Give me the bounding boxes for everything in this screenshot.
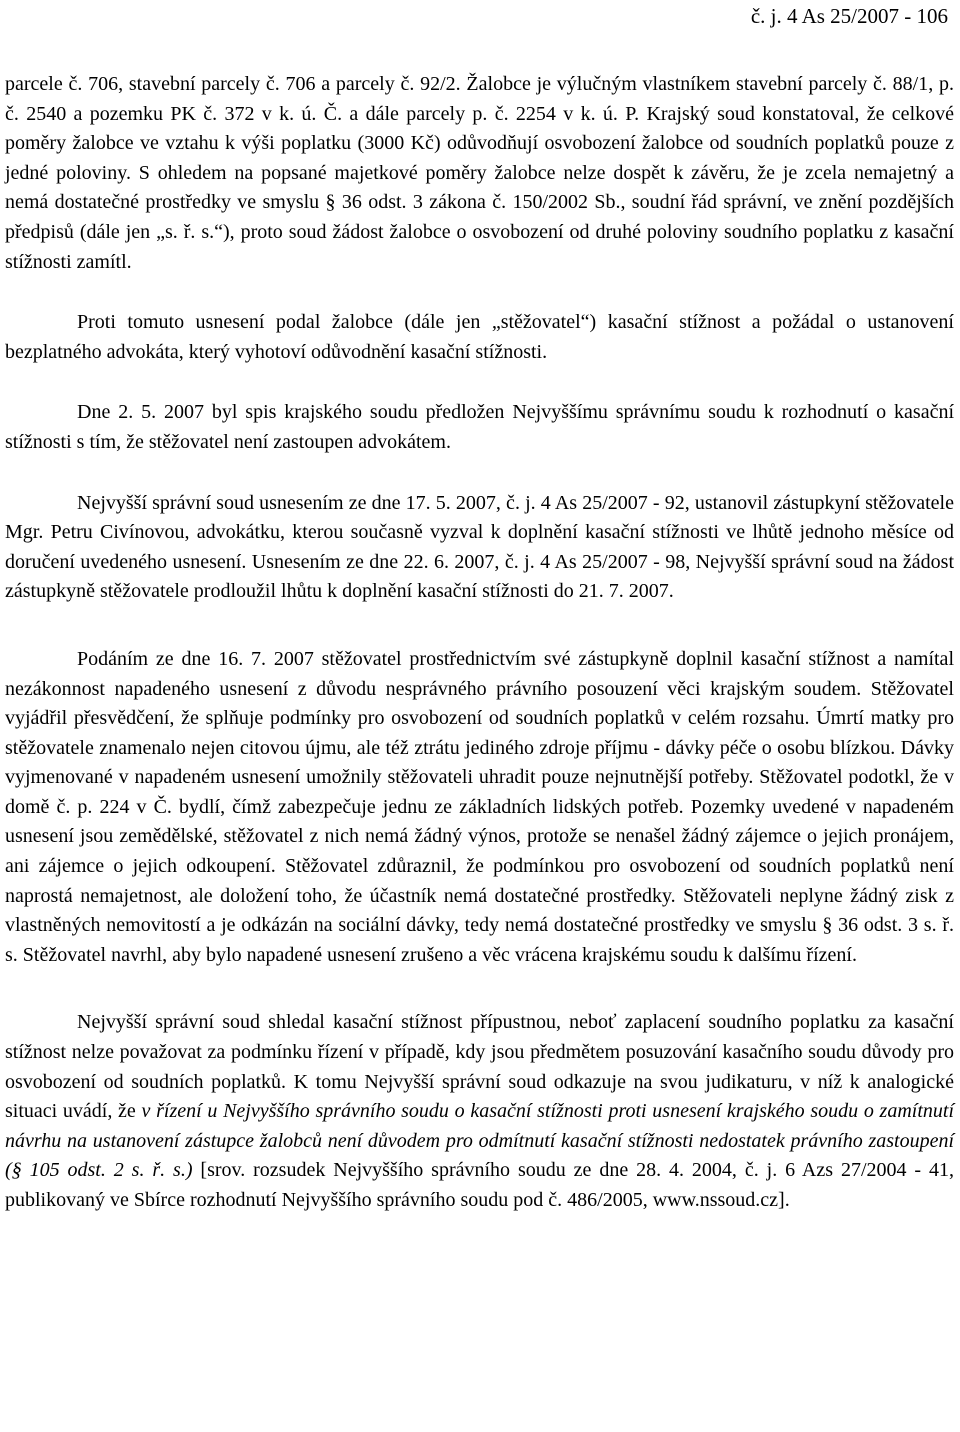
document-body bbox=[5, 70, 954, 1216]
paragraph-attorney-appointed: Nejvyšší správní soud usnesením ze dne 17. 5. 2007, č. j. 4 As 25/2007 - 92, ustanovil zástupkyní stěžovatele Mgr. Petru Civínovou, advokátku, kterou současně vyzval k doplnění kasační stížnosti ve lhůtě jednoho měsíce od doručení uvedeného usnesení. Usnesením ze dne 22. 6. 2007, č. j. 4 As 25/2007 - 98, Nejvyšší správní soud na žádost zástupkyně stěžovatele prodloužil lhůtu k doplnění kasační stížnosti do 21. 7. 2007. bbox=[5, 491, 954, 603]
case-reference-header: č. j. 4 As 25/2007 - 106 bbox=[750, 4, 948, 28]
paragraph-file-submitted: Dne 2. 5. 2007 byl spis krajského soudu předložen Nejvyššímu správnímu soudu k rozhodnutí o kasační stížnosti s tím, že stěžovatel není zastoupen advokátem. bbox=[5, 401, 954, 453]
paragraph-cassation-complaint: Proti tomuto usnesení podal žalobce (dále jen „stěžovatel“) kasační stížnost a požádal o ustanovení bezplatného advokáta, který vyhotoví odůvodnění kasační stížnosti. bbox=[5, 311, 954, 363]
assessment-quoted-judgment: v řízení u Nejvyššího správního soudu o kasační stížnosti proti usnesení krajského soudu o zamítnutí návrhu na ustanovení zástupce žalobců není důvodem pro odmítnutí kasační stížnosti nedostatek právního zastoupení (§ 105 odst. 2 s. ř. s.) bbox=[5, 1100, 954, 1182]
paragraph-complaint-supplement: Podáním ze dne 16. 7. 2007 stěžovatel prostřednictvím své zástupkyně doplnil kasační stížnost a namítal nezákonnost napadeného usnesení z důvodu nesprávného právního posouzení věci krajským soudem. Stěžovatel vyjádřil přesvědčení, že splňuje podmínky pro osvobození od soudních poplatků v celém rozsahu. Úmrtí matky pro stěžovatele znamenalo nejen citovou újmu, ale též ztrátu jediného zdroje příjmu - dávky péče o osobu blízkou. Dávky vyjmenované v napadeném usnesení umožnily stěžovateli uhradit pouze nejnutnější potřeby. Stěžovatel podotkl, že v domě č. p. 224 v Č. bydlí, čímž zabezpečuje jednu ze základních lidských potřeb. Pozemky uvedené v napadeném usnesení jsou zemědělské, stěžovatel z nich nemá žádný výnos, protože se nenašel žádný zájemce o jejich pronájem, ani zájemce o jejich odkoupení. Stěžovatel zdůraznil, že podmínkou pro osvobození od soudních poplatků není naprostá nemajetnost, ale doložení toho, že účastník nemá dostatečné prostředky. Stěžovateli neplyne žádný zisk z vlastněných nemovitostí a je odkázán na sociální dávky, tedy nemá dostatečné prostředky ve smyslu § 36 odst. 3 s. ř. s. Stěžovatel navrhl, aby bylo napadené usnesení zrušeno a věc vrácena krajskému soudu k dalšímu řízení. bbox=[5, 647, 954, 966]
assessment-text-start: Nejvyšší správní soud shledal kasační stížnost přípustnou, neboť zaplacení soudního poplatku za kasační stížnost nelze považovat za podmínku řízení v případě, kdy jsou předmětem posuzování kasačního soudu důvody pro osvobození od soudních poplatků. K tomu Nejvyšší správní soud odkazuje na svou judikaturu, v níž k analogické situaci uvádí, že bbox=[5, 1011, 954, 1123]
assessment-text-end: [srov. rozsudek Nejvyššího správního soudu ze dne 28. 4. 2004, č. j. 6 Azs 27/2004 - 41, publikovaný ve Sbírce rozhodnutí Nejvyššího správního soudu pod č. 486/2005, www.nssoud.cz]. bbox=[5, 1159, 954, 1211]
paragraph-court-assessment bbox=[5, 1008, 954, 1215]
paragraph-property-findings: parcele č. 706, stavební parcely č. 706 a parcely č. 92/2. Žalobce je výlučným vlastníkem stavební parcely č. 88/1, p. č. 2540 a pozemku PK č. 372 v k. ú. Č. a dále parcely p. č. 2254 v k. ú. P. Krajský soud konstatoval, že celkové poměry žalobce ve vztahu k výši poplatku (3000 Kč) odůvodňují osvobození žalobce od soudních poplatků pouze z jedné poloviny. S ohledem na popsané majetkové poměry žalobce nelze dospět k závěru, že je zcela nemajetný a nemá dostatečné prostředky ve smyslu § 36 odst. 3 zákona č. 150/2002 Sb., soudní řád správní, ve znění pozdějších předpisů (dále jen „s. ř. s.“), proto soud žádost žalobce o osvobození od druhé poloviny soudního poplatku z kasační stížnosti zamítl. bbox=[5, 73, 954, 273]
